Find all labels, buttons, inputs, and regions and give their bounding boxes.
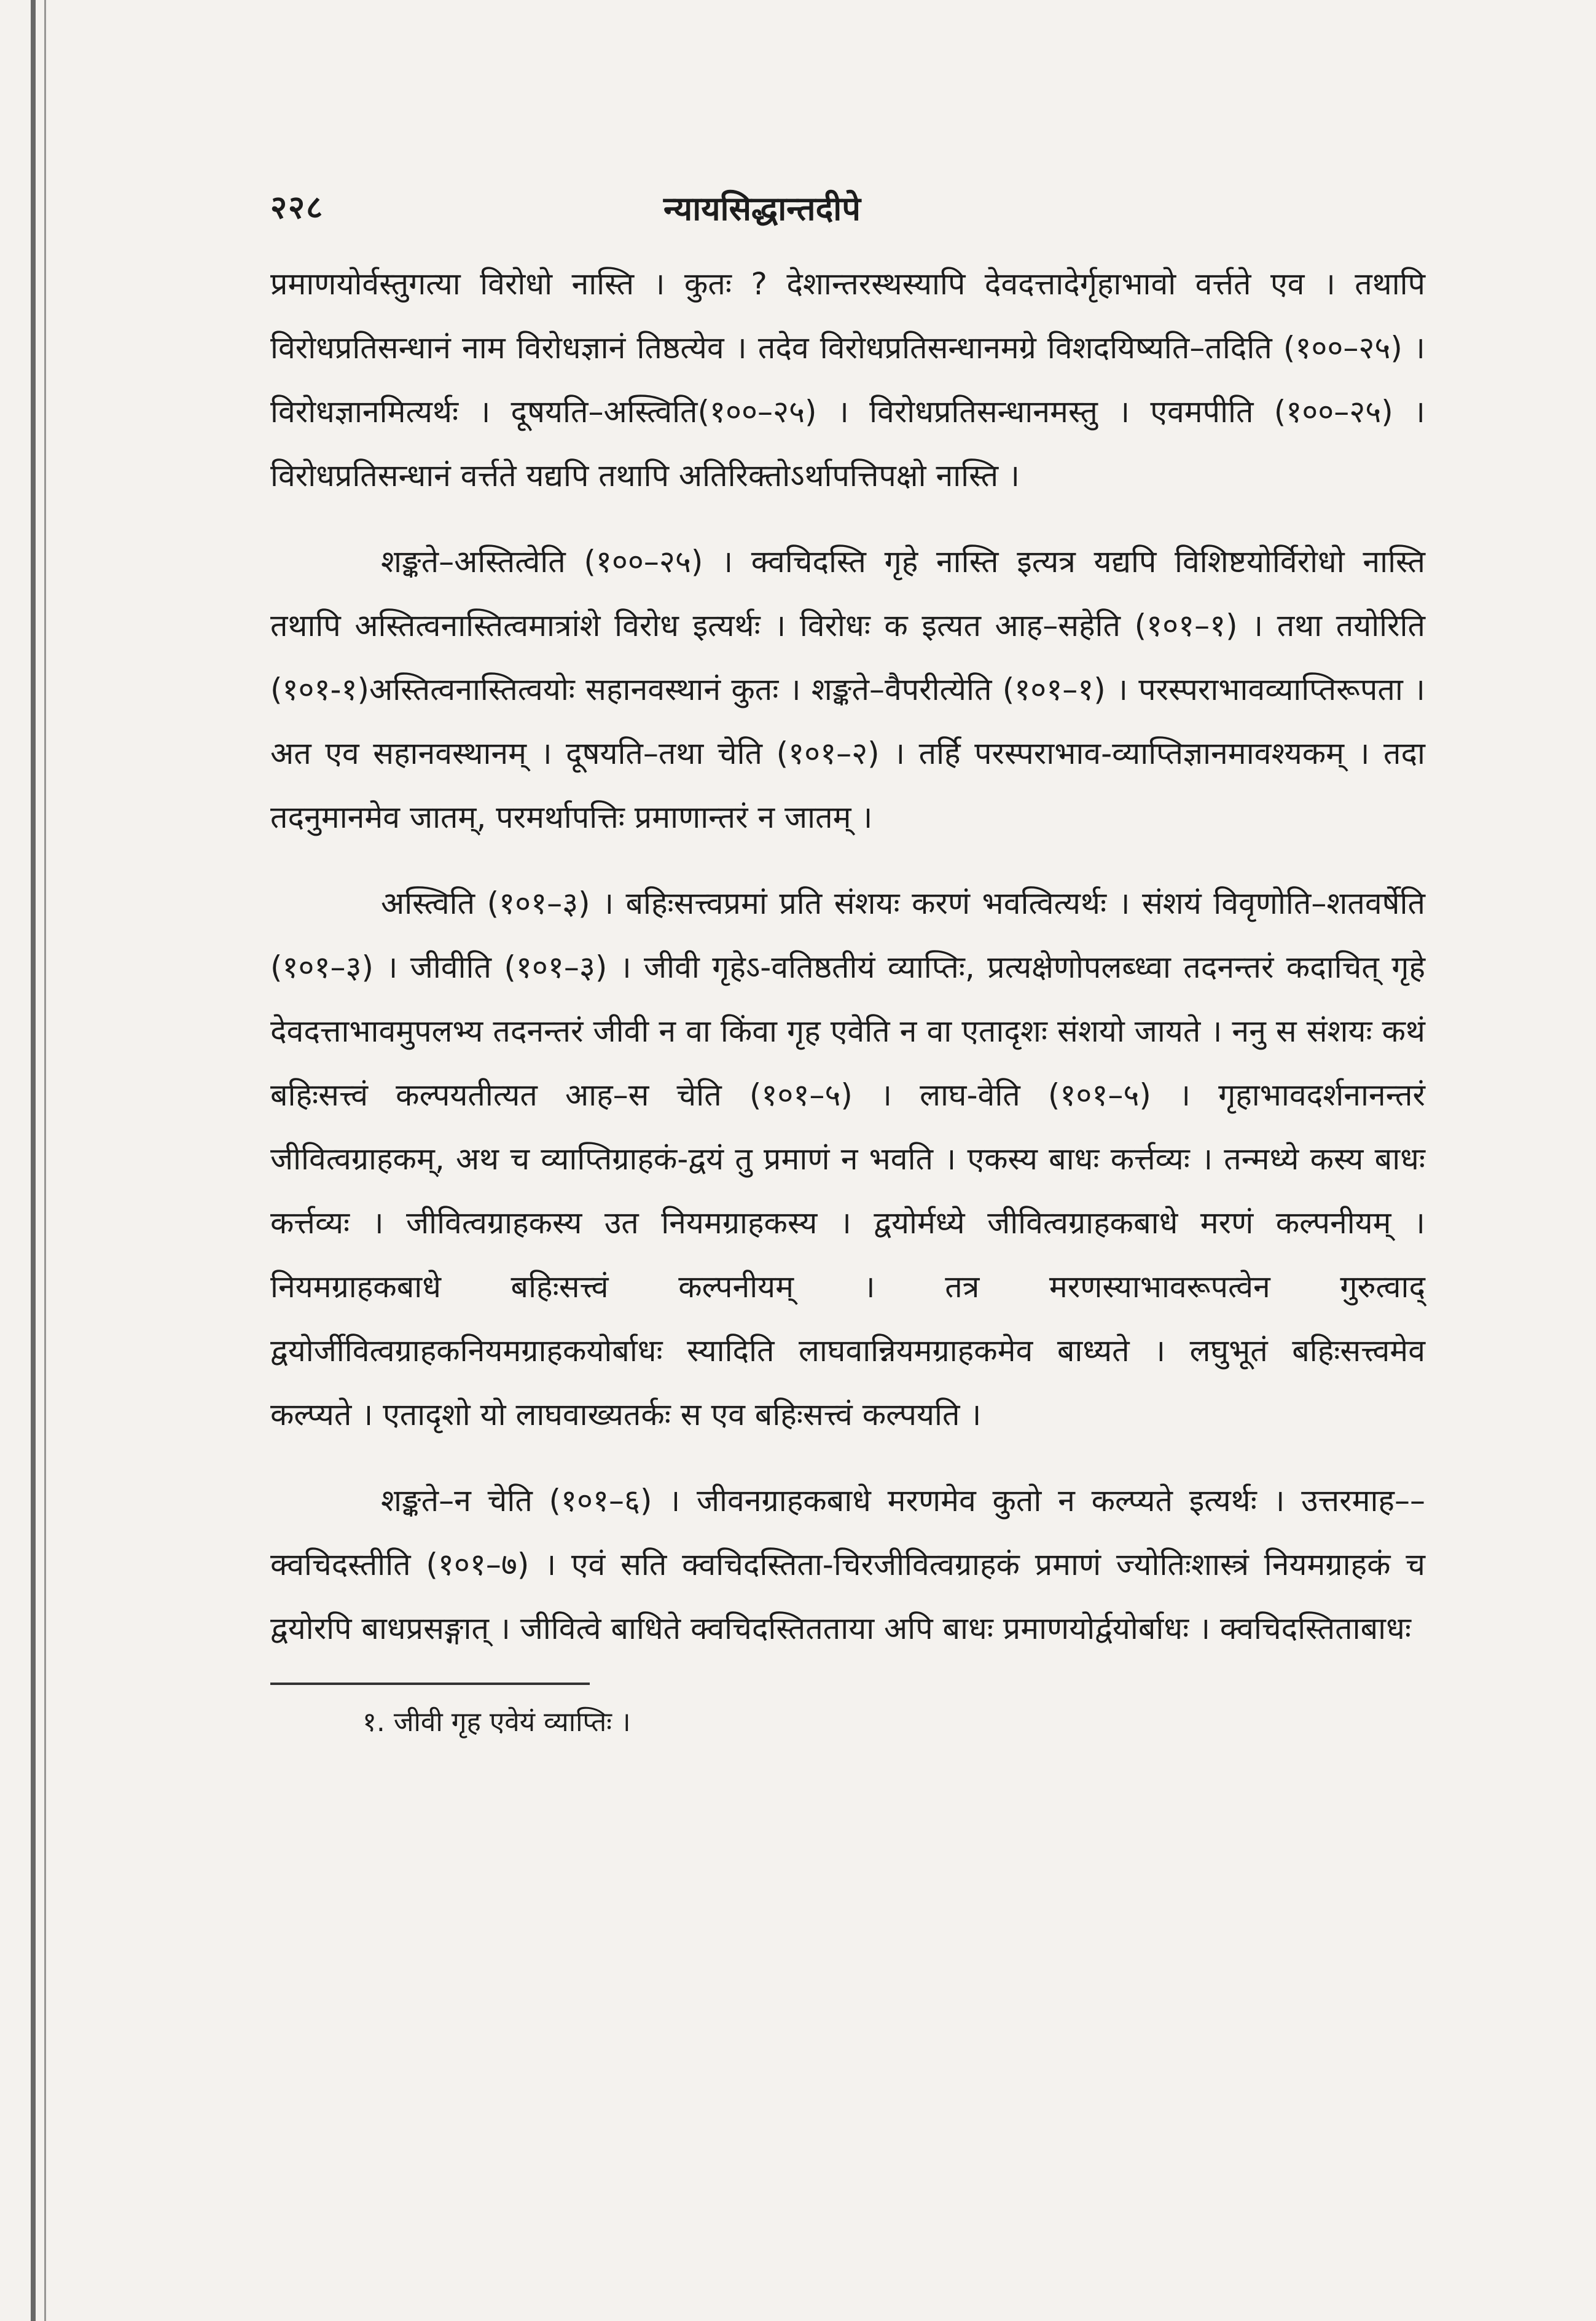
- running-title: न्यायसिद्धान्तदीपे: [663, 189, 861, 228]
- footnote-divider: [270, 1683, 590, 1685]
- paragraph-2: शङ्कते–अस्तित्वेति (१००–२५) । क्वचिदस्ति गृहे नास्ति इत्यत्र यद्यपि विशिष्टयोर्विरोधो नास्ति तथापि अस्तित्वनास्तित्वमात्रांशे विरोध इत्यर्थः । विरोधः क इत्यत आह–सहेति (१०१–१) । तथा तयोरिति (१०१-१)अस्तित्वनास्तित्वयोः सहानवस्थानं कुतः । शङ्कते–वैपरीत्येति (१०१–१) । परस्पराभावव्याप्तिरूपता । अत एव सहानवस्थानम् । दूषयति–तथा चेति (१०१–२) । तर्हि परस्पराभाव-व्याप्तिज्ञानमावश्यकम् । तदा तदनुमानमेव जातम्, परमर्थापत्तिः प्रमाणान्तरं न जातम् ।: [270, 544, 1425, 835]
- footnote: १. जीवी गृह एवेयं व्याप्तिः ।: [362, 1706, 631, 1738]
- page-body: [270, 252, 1425, 1660]
- page-number: २२८: [270, 189, 324, 226]
- binding-edge-inner: [44, 0, 46, 2321]
- page: [270, 184, 1425, 1739]
- paragraph-1: प्रमाणयोर्वस्तुगत्या विरोधो नास्ति । कुतः ? देशान्तरस्थस्यापि देवदत्तादेर्गृहाभावो वर्त्तते एव । तथापि विरोधप्रतिसन्धानं नाम विरोधज्ञानं तिष्ठत्येव । तदेव विरोधप्रतिसन्धानमग्रे विशदयिष्यति–तदिति (१००–२५) । विरोधज्ञानमित्यर्थः । दूषयति–अस्त्विति(१००–२५) । विरोधप्रतिसन्धानमस्तु । एवमपीति (१००–२५) । विरोधप्रतिसन्धानं वर्त्तते यद्यपि तथापि अतिरिक्तोऽर्थापत्तिपक्षो नास्ति ।: [270, 266, 1425, 493]
- page-header: [270, 184, 1425, 252]
- paragraph-3: अस्त्विति (१०१–३) । बहिःसत्त्वप्रमां प्रति संशयः करणं भवत्वित्यर्थः । संशयं विवृणोति–शतवर्षेति (१०१–३) । जीवीति (१०१–३) । जीवी गृहेऽ-वतिष्ठतीयं व्याप्तिः, प्रत्यक्षेणोपलब्ध्वा तदनन्तरं कदाचित् गृहे देवदत्ताभावमुपलभ्य तदनन्तरं जीवी न वा किंवा गृह एवेति न वा एतादृशः संशयो जायते । ननु स संशयः कथं बहिःसत्त्वं कल्पयतीत्यत आह–स चेति (१०१–५) । लाघ-वेति (१०१–५) । गृहाभावदर्शनानन्तरं जीवित्वग्राहकम्, अथ च व्याप्तिग्राहकं-द्वयं तु प्रमाणं न भवति । एकस्य बाधः कर्त्तव्यः । तन्मध्ये कस्य बाधः कर्त्तव्यः । जीवित्वग्राहकस्य उत नियमग्राहकस्य । द्वयोर्मध्ये जीवित्वग्राहकबाधे मरणं कल्पनीयम् । नियमग्राहकबाधे बहिःसत्त्वं कल्पनीयम् । तत्र मरणस्याभावरूपत्वेन गुरुत्वाद् द्वयोर्जीवित्वग्राहकनियमग्राहकयोर्बाधः स्यादिति लाघवान्नियमग्राहकमेव बाध्यते । लघुभूतं बहिःसत्त्वमेव कल्प्यते । एतादृशो यो लाघवाख्यतर्कः स एव बहिःसत्त्वं कल्पयति ।: [270, 886, 1425, 1432]
- binding-edge: [31, 0, 36, 2321]
- paragraph-4: शङ्कते–न चेति (१०१–६) । जीवनग्राहकबाधे मरणमेव कुतो न कल्प्यते इत्यर्थः । उत्तरमाह––क्वचिदस्तीति (१०१–७) । एवं सति क्वचिदस्तिता-चिरजीवित्वग्राहकं प्रमाणं ज्योतिःशास्त्रं नियमग्राहकं च द्वयोरपि बाधप्रसङ्गात् । जीवित्वे बाधिते क्वचिदस्तितताया अपि बाधः प्रमाणयोर्द्वयोर्बाधः । क्वचिदस्तिताबाधः: [270, 1483, 1425, 1646]
